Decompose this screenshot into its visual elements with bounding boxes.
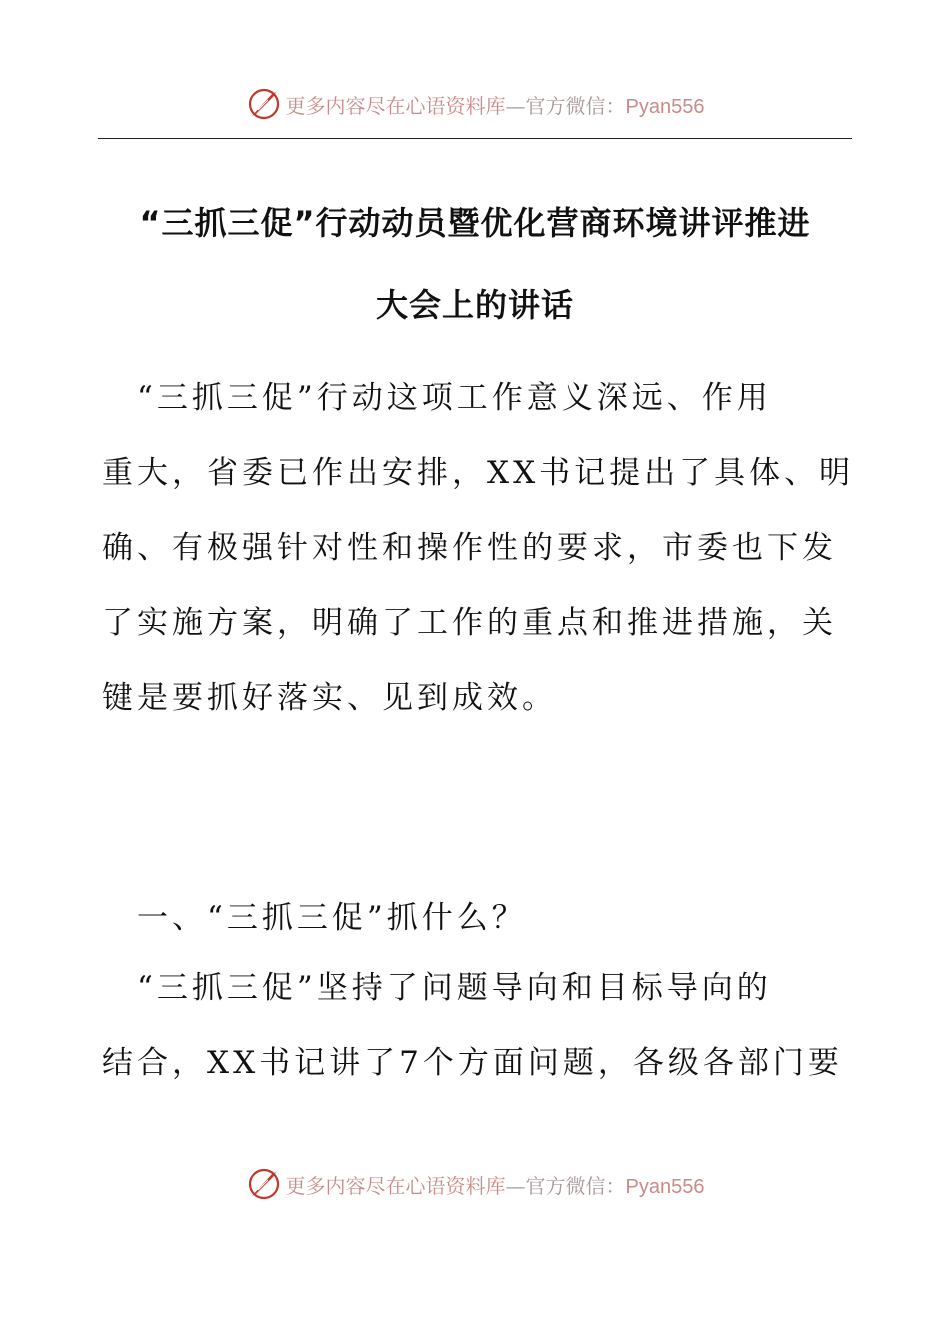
footer-banner: [0, 1164, 950, 1204]
body-line: 确、有极强针对性和操作性的要求，市委也下发: [102, 530, 837, 566]
footer-banner-cn: 更多内容尽在心语资料库: [285, 1173, 506, 1198]
header-banner-id: Pyan556: [625, 95, 705, 118]
body-line: “三抓三促”行动这项工作意义深远、作用: [102, 380, 772, 416]
header-banner-cn: 更多内容尽在心语资料库: [285, 93, 506, 118]
body-line: 重大，省委已作出安排，XX书记提出了具体、明: [102, 455, 855, 491]
body-line: 结合，XX书记讲了7个方面问题，各级各部门要: [102, 1045, 843, 1081]
header-banner: [0, 84, 950, 124]
header-banner-wx: —官方微信：: [505, 93, 626, 118]
section-heading: 一、“三抓三促”抓什么？: [102, 900, 527, 936]
quill-logo-icon: [246, 1166, 282, 1202]
quill-logo-icon: [246, 86, 282, 122]
body-line: “三抓三促”坚持了问题导向和目标导向的: [102, 970, 772, 1006]
body-line: 了实施方案，明确了工作的重点和推进措施，关: [102, 605, 837, 641]
document-title-line-2: 大会上的讲话: [375, 286, 574, 324]
footer-banner-text: [286, 1170, 705, 1199]
header-rule: [98, 138, 852, 139]
footer-banner-id: Pyan556: [625, 1175, 705, 1198]
document-title-line-1: “三抓三促”行动动员暨优化营商环境讲评推进: [139, 204, 811, 242]
body-line: 键是要抓好落实、见到成效。: [102, 680, 557, 716]
footer-banner-wx: —官方微信：: [505, 1173, 626, 1198]
header-banner-text: [286, 90, 705, 119]
